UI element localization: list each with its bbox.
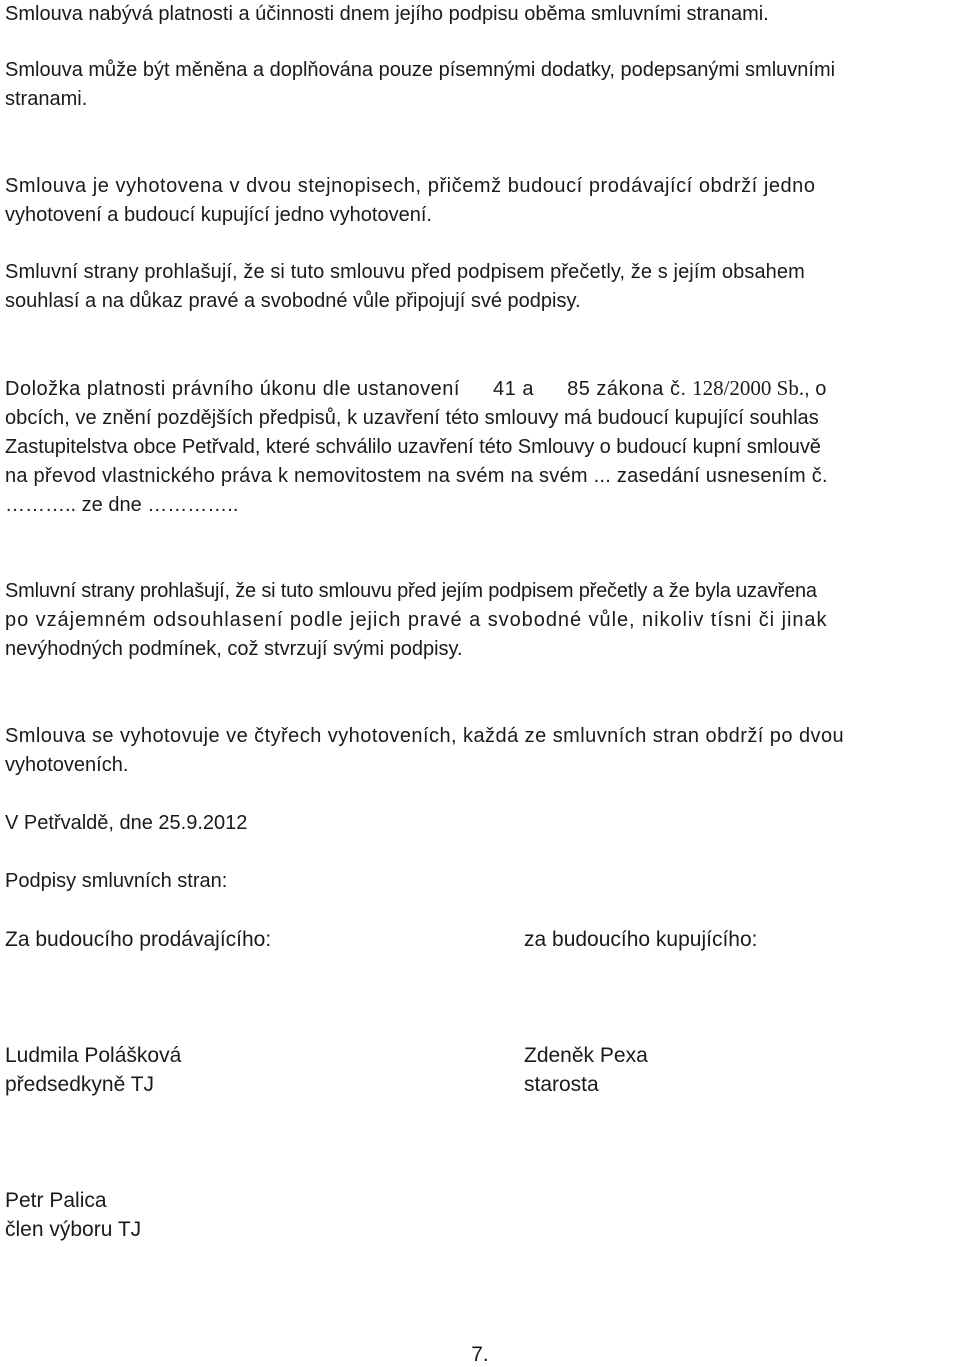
clause-text-line5: ……….. ze dne ………….. xyxy=(5,494,239,516)
place-date xyxy=(5,809,955,838)
free-will-text-line2: po vzájemném odsouhlasení podle jejich pravé a svobodné vůle, nikoliv tísni či jinak xyxy=(5,609,828,631)
validity-paragraph xyxy=(5,0,955,29)
seller-name: Ludmila Polášková xyxy=(5,1044,182,1067)
seller-signature-block xyxy=(5,1041,181,1099)
free-will-text-line1: Smluvní strany prohlašují, že si tuto smlouvu před jejím podpisem přečetly a že byla uzavřena xyxy=(5,580,817,602)
amendments-paragraph xyxy=(5,56,955,114)
four-copies-text-line1: Smlouva se vyhotovuje ve čtyřech vyhotoveních, každá ze smluvních stran obdrží po dvou xyxy=(5,725,845,747)
signatures-heading-text: Podpisy smluvních stran: xyxy=(5,870,228,892)
four-copies-text-line2: vyhotoveních. xyxy=(5,754,129,776)
seller-role: předsedkyně TJ xyxy=(5,1073,155,1096)
clause-text-a: Doložka platnosti právního úkonu dle ustanovení xyxy=(5,378,460,400)
seller-heading xyxy=(5,925,271,954)
free-will-text-line3: nevýhodných podmínek, což stvrzují svými podpisy. xyxy=(5,638,463,660)
copies-paragraph xyxy=(5,172,955,230)
validity-clause-paragraph xyxy=(5,374,955,520)
buyer-role: starosta xyxy=(524,1073,599,1096)
page-number: 7. xyxy=(471,1343,489,1366)
clause-text-b: 41 a xyxy=(493,378,534,400)
buyer-name: Zdeněk Pexa xyxy=(524,1044,648,1067)
buyer-signature-block xyxy=(524,1041,648,1099)
signatures-heading xyxy=(5,867,955,896)
amendments-text-line1: Smlouva může být měněna a doplňována pouze písemnými dodatky, podepsanými smluvními xyxy=(5,59,836,81)
third-name: Petr Palica xyxy=(5,1189,107,1212)
buyer-heading xyxy=(524,925,758,954)
clause-text-e: , o xyxy=(804,378,827,400)
third-role: člen výboru TJ xyxy=(5,1218,142,1241)
declaration-paragraph xyxy=(5,258,955,316)
four-copies-paragraph xyxy=(5,722,955,780)
place-date-text: V Petřvaldě, dne 25.9.2012 xyxy=(5,812,248,834)
declaration-text-line1: Smluvní strany prohlašují, že si tuto smlouvu před podpisem přečetly, že s jejím obsahem xyxy=(5,261,805,283)
clause-text-law: 128/2000 Sb. xyxy=(692,376,805,400)
copies-text-line1: Smlouva je vyhotovena v dvou stejnopisech, přičemž budoucí prodávající obdrží jedno xyxy=(5,175,816,197)
clause-text-line2: obcích, ve znění pozdějších předpisů, k uzavření této smlouvy má budoucí kupující souhlas xyxy=(5,407,819,429)
seller-heading-text: Za budoucího prodávajícího: xyxy=(5,928,272,951)
clause-line1 xyxy=(5,374,955,404)
declaration-text-line2: souhlasí a na důkaz pravé a svobodné vůle připojují své podpisy. xyxy=(5,290,581,312)
amendments-text-line2: stranami. xyxy=(5,88,88,110)
clause-text-c: 85 zákona č. xyxy=(567,378,687,400)
clause-text-line4: na převod vlastnického práva k nemovitostem na svém na svém ... zasedání usnesením č. xyxy=(5,465,828,487)
buyer-heading-text: za budoucího kupujícího: xyxy=(524,928,758,951)
clause-text-line3: Zastupitelstva obce Petřvald, které schválilo uzavření této Smlouvy o budoucí kupní smlouvě xyxy=(5,436,821,458)
free-will-paragraph xyxy=(5,577,955,664)
third-signature-block xyxy=(5,1186,141,1244)
copies-text-line2: vyhotovení a budoucí kupující jedno vyhotovení. xyxy=(5,204,432,226)
validity-text: Smlouva nabývá platnosti a účinnosti dnem jejího podpisu oběma smluvními stranami. xyxy=(5,3,769,25)
